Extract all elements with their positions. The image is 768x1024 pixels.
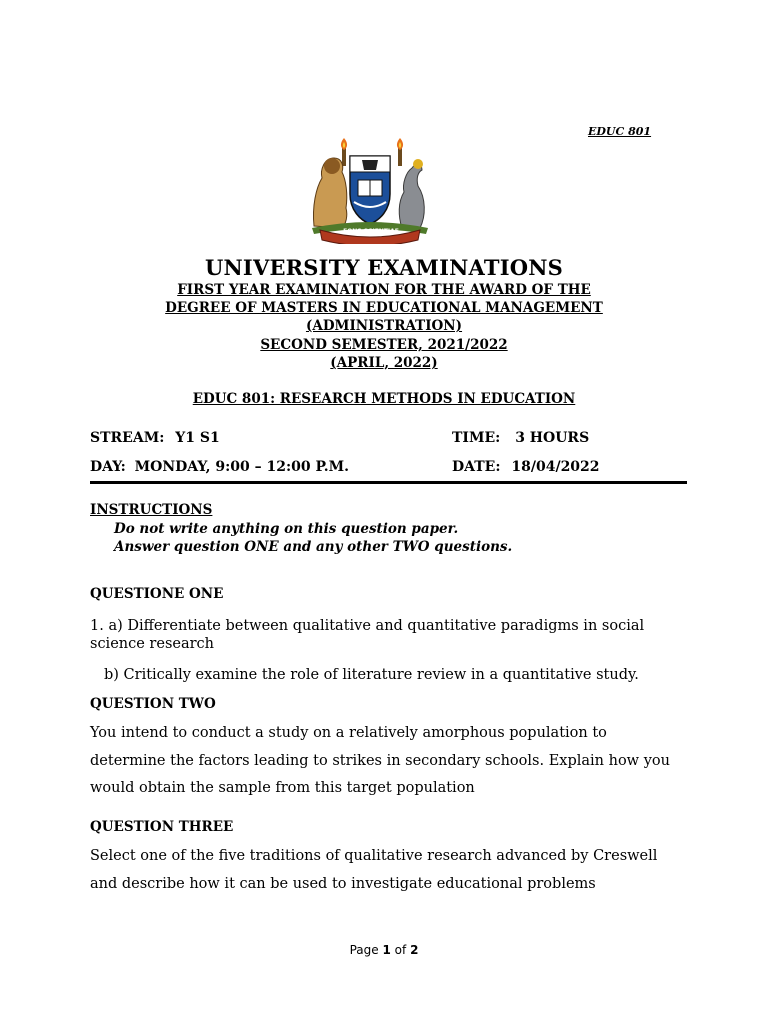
logo-motto: FONS SCIENTIAE <box>343 228 399 235</box>
date-row <box>452 459 600 475</box>
footer-page-current: 1 <box>382 943 391 957</box>
subtitle-line-4: SECOND SEMESTER, 2021/2022 <box>260 337 508 353</box>
instructions-heading: INSTRUCTIONS <box>90 502 213 518</box>
date-label: DATE: <box>452 459 501 475</box>
subtitle-line-1: FIRST YEAR EXAMINATION FOR THE AWARD OF THE <box>177 282 591 298</box>
footer-of-word: of <box>394 943 407 957</box>
exam-title: UNIVERSITY EXAMINATIONS <box>205 255 563 280</box>
question-one-part-b: b) Critically examine the role of literature review in a quantitative study. <box>104 667 639 683</box>
page-footer <box>0 943 768 957</box>
course-title: EDUC 801: RESEARCH METHODS IN EDUCATION <box>192 391 576 407</box>
stream-label: STREAM: <box>90 430 165 446</box>
day-row <box>90 459 349 475</box>
question-three-text: Select one of the five traditions of qualitative research advanced by Creswell and describe how it can be used to investigate educational problems <box>90 848 658 892</box>
instruction-line-2: Answer question ONE and any other TWO questions. <box>114 539 513 555</box>
time-label: TIME: <box>452 430 501 446</box>
subtitle-line-2: DEGREE OF MASTERS IN EDUCATIONAL MANAGEMENT <box>165 300 603 316</box>
subtitle-line-3: (ADMINISTRATION) <box>305 318 463 334</box>
day-label: DAY: <box>90 459 126 475</box>
question-two-heading: QUESTION TWO <box>90 696 216 712</box>
stream-row <box>90 430 220 446</box>
question-two-text: You intend to conduct a study on a relatively amorphous population to determine the factors leading to strikes in secondary schools. Explain how you would obtain the sample from this target population <box>90 725 670 796</box>
date-value: 18/04/2022 <box>511 459 600 475</box>
footer-page-total: 2 <box>410 943 419 957</box>
question-three-heading: QUESTION THREE <box>90 819 234 835</box>
question-one-part-a: 1. a) Differentiate between qualitative and quantitative paradigms in social science research <box>90 618 645 652</box>
header-divider <box>90 481 687 484</box>
course-code-tag: EDUC 801 <box>588 125 652 138</box>
question-one-heading: QUESTIONE ONE <box>90 586 224 602</box>
footer-page-word: Page <box>349 943 379 957</box>
subtitle-line-5: (APRIL, 2022) <box>330 355 438 371</box>
day-value: MONDAY, 9:00 – 12:00 P.M. <box>134 459 349 475</box>
stream-value: Y1 S1 <box>175 430 220 446</box>
instruction-line-1: Do not write anything on this question paper. <box>114 521 459 537</box>
time-row <box>452 430 589 446</box>
time-value: 3 HOURS <box>515 430 590 446</box>
